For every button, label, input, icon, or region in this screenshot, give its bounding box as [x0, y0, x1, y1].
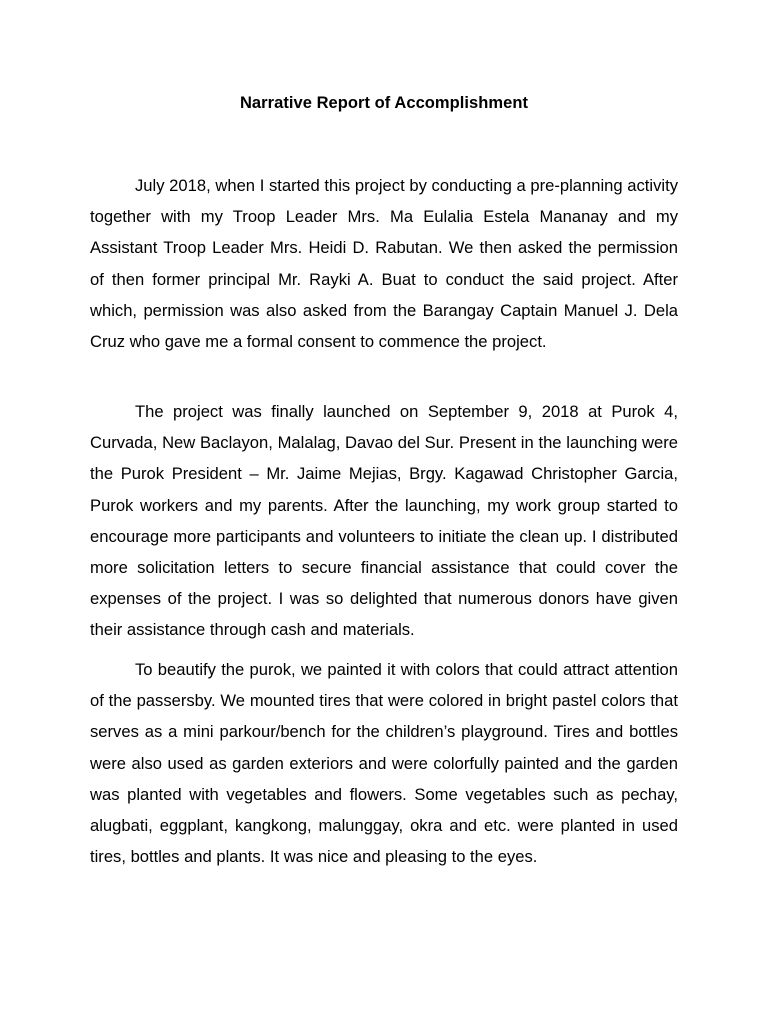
paragraph-beautification: To beautify the purok, we painted it with colors that could attract attention of the passersby. We mounted tires that were colored in bright pastel colors that serves as a mini parkour/bench for the children’s playground. Tires and bottles were also used as garden exteriors and were colorfully painted and the garden was planted with vegetables and flowers. Some vegetables such as pechay, alugbati, eggplant, kangkong, malunggay, okra and etc. were planted in used tires, bottles and plants. It was nice and pleasing to the eyes.: [90, 660, 678, 867]
paragraph-project-planning: July 2018, when I started this project by conducting a pre-planning activity together with my Troop Leader Mrs. Ma Eulalia Estela Mananay and my Assistant Troop Leader Mrs. Heidi D. Rabutan. We then asked the permission of then former principal Mr. Rayki A. Buat to conduct the said project. After which, permission was also asked from the Barangay Captain Manuel J. Dela Cruz who gave me a formal consent to commence the project.: [90, 176, 678, 352]
paragraph-project-launch: The project was finally launched on September 9, 2018 at Purok 4, Curvada, New Baclayon, Malalag, Davao del Sur. Present in the launching were the Purok President – Mr. Jaime Mejias, Brgy. Kagawad Christopher Garcia, Purok workers and my parents. After the launching, my work group started to encourage more participants and volunteers to initiate the clean up. I distributed more solicitation letters to secure financial assistance that could cover the expenses of the project. I was so delighted that numerous donors have given their assistance through cash and materials.: [90, 402, 678, 640]
document-title: Narrative Report of Accomplishment: [239, 94, 529, 112]
